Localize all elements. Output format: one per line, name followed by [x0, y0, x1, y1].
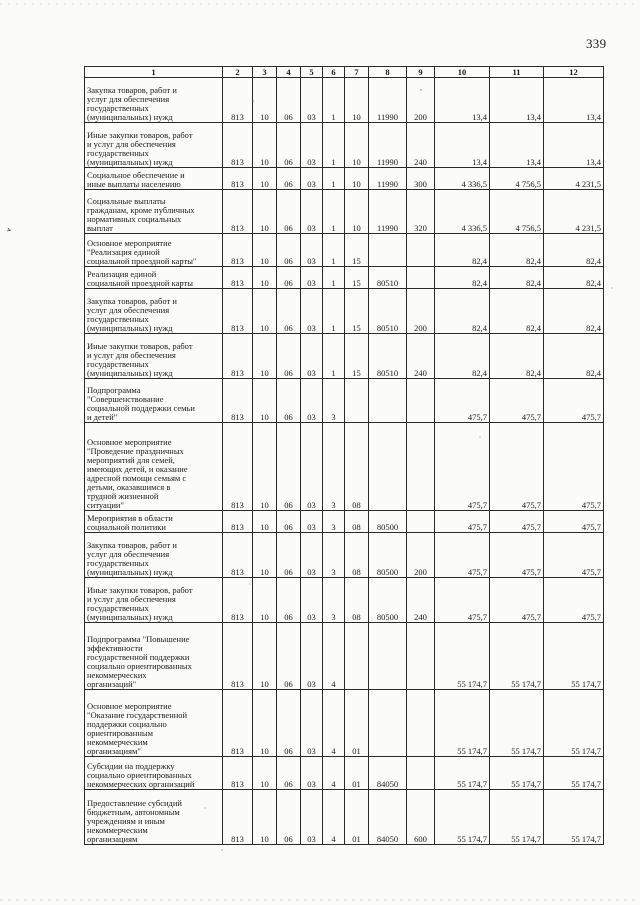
table-row — [85, 533, 604, 578]
code-cell — [369, 690, 407, 757]
code-cell: 1 — [323, 123, 345, 168]
amount-cell: 475,7 — [435, 423, 490, 511]
code-cell: 15 — [345, 289, 369, 334]
code-cell: 06 — [277, 334, 301, 379]
code-cell: 10 — [253, 267, 277, 289]
amount-cell: 13,4 — [544, 123, 604, 168]
code-cell: 1 — [323, 168, 345, 190]
amount-cell: 55 174,7 — [435, 757, 490, 790]
code-cell: 03 — [301, 267, 323, 289]
budget-table — [84, 66, 604, 845]
column-header: 8 — [369, 67, 407, 78]
amount-cell: 82,4 — [544, 334, 604, 379]
amount-cell: 13,4 — [490, 78, 544, 123]
code-cell: 06 — [277, 623, 301, 690]
column-header: 1 — [85, 67, 223, 78]
code-cell: 08 — [345, 533, 369, 578]
code-cell: 1 — [323, 289, 345, 334]
code-cell: 06 — [277, 757, 301, 790]
code-cell: 3 — [323, 423, 345, 511]
code-cell: 80500 — [369, 533, 407, 578]
code-cell: 10 — [253, 289, 277, 334]
code-cell — [407, 379, 435, 423]
row-description: Предоставление субсидий бюджетным, автономным учреждениям и иным некоммерческим организациям — [85, 790, 223, 845]
code-cell: 1 — [323, 234, 345, 267]
code-cell: 06 — [277, 168, 301, 190]
code-cell: 80510 — [369, 289, 407, 334]
code-cell: 320 — [407, 190, 435, 234]
code-cell: 240 — [407, 334, 435, 379]
code-cell: 15 — [345, 234, 369, 267]
code-cell — [407, 511, 435, 533]
row-description: Закупка товаров, работ и услуг для обеспечения государственных (муниципальных) нужд — [85, 289, 223, 334]
page-number: 339 — [586, 36, 607, 51]
code-cell: 240 — [407, 123, 435, 168]
code-cell — [407, 690, 435, 757]
row-description: Закупка товаров, работ и услуг для обеспечения государственных (муниципальных) нужд — [85, 78, 223, 123]
code-cell: 10 — [253, 334, 277, 379]
code-cell: 10 — [253, 511, 277, 533]
column-header: 6 — [323, 67, 345, 78]
column-header: 5 — [301, 67, 323, 78]
code-cell: 300 — [407, 168, 435, 190]
code-cell — [407, 423, 435, 511]
code-cell: 1 — [323, 267, 345, 289]
code-cell: 06 — [277, 78, 301, 123]
amount-cell: 475,7 — [435, 511, 490, 533]
code-cell: 813 — [223, 123, 253, 168]
code-cell: 06 — [277, 234, 301, 267]
table-row — [85, 790, 604, 845]
code-cell: 10 — [253, 623, 277, 690]
table-row — [85, 334, 604, 379]
amount-cell: 475,7 — [435, 533, 490, 578]
column-header: 11 — [490, 67, 544, 78]
code-cell: 06 — [277, 578, 301, 623]
code-cell: 1 — [323, 334, 345, 379]
code-cell: 813 — [223, 578, 253, 623]
code-cell — [407, 267, 435, 289]
code-cell: 10 — [253, 790, 277, 845]
row-description: Основное мероприятие "Реализация единой социальной проездной карты" — [85, 234, 223, 267]
code-cell: 03 — [301, 423, 323, 511]
amount-cell: 4 231,5 — [544, 168, 604, 190]
row-description: Основное мероприятие "Оказание государственной поддержки социально ориентированным некоммерческим организациям" — [85, 690, 223, 757]
code-cell: 813 — [223, 690, 253, 757]
row-description: Иные закупки товаров, работ и услуг для обеспечения государственных (муниципальных) нужд — [85, 578, 223, 623]
code-cell: 03 — [301, 533, 323, 578]
table-row — [85, 511, 604, 533]
amount-cell: 4 756,5 — [490, 168, 544, 190]
amount-cell: 13,4 — [435, 78, 490, 123]
code-cell: 06 — [277, 123, 301, 168]
code-cell: 10 — [253, 423, 277, 511]
code-cell: 03 — [301, 78, 323, 123]
row-description: Мероприятия в области социальной политики — [85, 511, 223, 533]
code-cell — [369, 379, 407, 423]
code-cell: 03 — [301, 379, 323, 423]
amount-cell: 475,7 — [544, 379, 604, 423]
table-row — [85, 379, 604, 423]
code-cell: 06 — [277, 790, 301, 845]
amount-cell: 82,4 — [490, 267, 544, 289]
amount-cell: 475,7 — [435, 578, 490, 623]
code-cell: 03 — [301, 334, 323, 379]
code-cell: 06 — [277, 190, 301, 234]
code-cell: 10 — [253, 123, 277, 168]
code-cell — [369, 623, 407, 690]
column-header: 10 — [435, 67, 490, 78]
amount-cell: 13,4 — [435, 123, 490, 168]
table-row — [85, 757, 604, 790]
table-body — [85, 78, 604, 845]
amount-cell: 55 174,7 — [490, 790, 544, 845]
code-cell: 80510 — [369, 267, 407, 289]
table-row — [85, 190, 604, 234]
amount-cell: 55 174,7 — [544, 690, 604, 757]
row-description: Подпрограмма "Совершенствование социальной поддержки семьи и детей" — [85, 379, 223, 423]
amount-cell: 475,7 — [490, 423, 544, 511]
code-cell: 03 — [301, 511, 323, 533]
code-cell: 15 — [345, 334, 369, 379]
code-cell: 08 — [345, 511, 369, 533]
row-description: Иные закупки товаров, работ и услуг для обеспечения государственных (муниципальных) нужд — [85, 123, 223, 168]
code-cell: 10 — [345, 78, 369, 123]
code-cell: 06 — [277, 267, 301, 289]
row-description: Социальные выплаты гражданам, кроме публичных нормативных социальных выплат — [85, 190, 223, 234]
code-cell: 10 — [253, 78, 277, 123]
row-description: Закупка товаров, работ и услуг для обеспечения государственных (муниципальных) нужд — [85, 533, 223, 578]
code-cell: 3 — [323, 533, 345, 578]
code-cell: 813 — [223, 168, 253, 190]
code-cell: 1 — [323, 190, 345, 234]
code-cell: 03 — [301, 168, 323, 190]
code-cell: 10 — [345, 123, 369, 168]
code-cell: 813 — [223, 423, 253, 511]
code-cell: 813 — [223, 78, 253, 123]
amount-cell: 475,7 — [544, 423, 604, 511]
amount-cell: 475,7 — [544, 578, 604, 623]
code-cell — [345, 623, 369, 690]
code-cell: 10 — [345, 168, 369, 190]
amount-cell: 55 174,7 — [435, 623, 490, 690]
code-cell: 1 — [323, 78, 345, 123]
amount-cell: 82,4 — [544, 289, 604, 334]
amount-cell: 475,7 — [490, 533, 544, 578]
amount-cell: 82,4 — [435, 234, 490, 267]
column-header: 3 — [253, 67, 277, 78]
code-cell — [407, 623, 435, 690]
code-cell: 11990 — [369, 123, 407, 168]
row-description: Подпрограмма "Повышение эффективности государственной поддержки социально ориентированных некоммерческих организаций" — [85, 623, 223, 690]
amount-cell: 4 336,5 — [435, 168, 490, 190]
amount-cell: 13,4 — [544, 78, 604, 123]
column-header: 2 — [223, 67, 253, 78]
amount-cell: 13,4 — [490, 123, 544, 168]
code-cell: 03 — [301, 289, 323, 334]
code-cell: 11990 — [369, 78, 407, 123]
amount-cell: 82,4 — [435, 334, 490, 379]
amount-cell: 55 174,7 — [544, 757, 604, 790]
code-cell: 03 — [301, 623, 323, 690]
amount-cell: 475,7 — [490, 511, 544, 533]
amount-cell: 82,4 — [435, 267, 490, 289]
amount-cell: 55 174,7 — [490, 757, 544, 790]
row-description: Реализация единой социальной проездной карты — [85, 267, 223, 289]
amount-cell: 4 336,5 — [435, 190, 490, 234]
code-cell: 3 — [323, 511, 345, 533]
code-cell: 813 — [223, 379, 253, 423]
amount-cell: 4 756,5 — [490, 190, 544, 234]
table-row — [85, 267, 604, 289]
row-description: Субсидии на поддержку социально ориентированных некоммерческих организаций — [85, 757, 223, 790]
amount-cell: 82,4 — [544, 234, 604, 267]
code-cell: 06 — [277, 511, 301, 533]
amount-cell: 82,4 — [490, 234, 544, 267]
code-cell: 10 — [253, 234, 277, 267]
code-cell: 4 — [323, 790, 345, 845]
code-cell: 600 — [407, 790, 435, 845]
code-cell: 4 — [323, 623, 345, 690]
table-row — [85, 623, 604, 690]
row-description: Социальное обеспечение и иные выплаты населению — [85, 168, 223, 190]
code-cell: 01 — [345, 790, 369, 845]
code-cell: 08 — [345, 423, 369, 511]
amount-cell: 475,7 — [435, 379, 490, 423]
code-cell: 11990 — [369, 168, 407, 190]
column-header: 7 — [345, 67, 369, 78]
code-cell: 03 — [301, 690, 323, 757]
code-cell: 80500 — [369, 578, 407, 623]
amount-cell: 82,4 — [490, 334, 544, 379]
code-cell: 200 — [407, 289, 435, 334]
code-cell: 10 — [253, 379, 277, 423]
code-cell: 4 — [323, 690, 345, 757]
amount-cell: 55 174,7 — [544, 623, 604, 690]
table-row — [85, 234, 604, 267]
code-cell: 06 — [277, 690, 301, 757]
table-header — [85, 67, 604, 78]
code-cell: 80510 — [369, 334, 407, 379]
code-cell: 10 — [253, 533, 277, 578]
amount-cell: 475,7 — [544, 511, 604, 533]
code-cell: 813 — [223, 533, 253, 578]
code-cell: 10 — [253, 168, 277, 190]
amount-cell: 55 174,7 — [544, 790, 604, 845]
code-cell: 03 — [301, 757, 323, 790]
amount-cell: 475,7 — [490, 379, 544, 423]
code-cell: 3 — [323, 578, 345, 623]
code-cell: 03 — [301, 578, 323, 623]
code-cell — [369, 234, 407, 267]
code-cell: 03 — [301, 790, 323, 845]
code-cell — [345, 379, 369, 423]
code-cell: 813 — [223, 289, 253, 334]
code-cell: 06 — [277, 533, 301, 578]
code-cell: 03 — [301, 123, 323, 168]
amount-cell: 55 174,7 — [435, 690, 490, 757]
amount-cell: 55 174,7 — [490, 623, 544, 690]
table-row — [85, 578, 604, 623]
table-row — [85, 78, 604, 123]
code-cell: 01 — [345, 757, 369, 790]
code-cell: 813 — [223, 511, 253, 533]
code-cell: 10 — [253, 578, 277, 623]
code-cell: 10 — [253, 757, 277, 790]
code-cell: 06 — [277, 289, 301, 334]
code-cell: 200 — [407, 78, 435, 123]
column-header: 9 — [407, 67, 435, 78]
code-cell — [407, 234, 435, 267]
code-cell: 200 — [407, 533, 435, 578]
code-cell: 4 — [323, 757, 345, 790]
code-cell — [369, 423, 407, 511]
code-cell: 813 — [223, 267, 253, 289]
amount-cell: 4 231,5 — [544, 190, 604, 234]
code-cell: 06 — [277, 379, 301, 423]
code-cell — [407, 757, 435, 790]
code-cell: 240 — [407, 578, 435, 623]
header-row — [85, 67, 604, 78]
code-cell: 10 — [253, 690, 277, 757]
amount-cell: 55 174,7 — [435, 790, 490, 845]
column-header: 4 — [277, 67, 301, 78]
amount-cell: 475,7 — [544, 533, 604, 578]
code-cell: 84050 — [369, 757, 407, 790]
table-row — [85, 690, 604, 757]
row-description: Иные закупки товаров, работ и услуг для обеспечения государственных (муниципальных) нужд — [85, 334, 223, 379]
table-row — [85, 168, 604, 190]
column-header: 12 — [544, 67, 604, 78]
code-cell: 3 — [323, 379, 345, 423]
amount-cell: 82,4 — [435, 289, 490, 334]
code-cell: 11990 — [369, 190, 407, 234]
code-cell: 80500 — [369, 511, 407, 533]
code-cell: 03 — [301, 190, 323, 234]
amount-cell: 475,7 — [490, 578, 544, 623]
table-row — [85, 123, 604, 168]
row-description: Основное мероприятие "Проведение праздничных мероприятий для семей, имеющих детей, и оказание адресной помощи семьям с детьми, оказавшимся в трудной жизненной ситуации" — [85, 423, 223, 511]
amount-cell: 82,4 — [490, 289, 544, 334]
code-cell: 10 — [345, 190, 369, 234]
code-cell: 84050 — [369, 790, 407, 845]
code-cell: 813 — [223, 757, 253, 790]
amount-cell: 55 174,7 — [490, 690, 544, 757]
code-cell: 03 — [301, 234, 323, 267]
code-cell: 813 — [223, 790, 253, 845]
code-cell: 10 — [253, 190, 277, 234]
code-cell: 08 — [345, 578, 369, 623]
code-cell: 813 — [223, 234, 253, 267]
code-cell: 01 — [345, 690, 369, 757]
code-cell: 813 — [223, 623, 253, 690]
code-cell: 06 — [277, 423, 301, 511]
code-cell: 813 — [223, 190, 253, 234]
amount-cell: 82,4 — [544, 267, 604, 289]
code-cell: 813 — [223, 334, 253, 379]
table-row — [85, 423, 604, 511]
table-row — [85, 289, 604, 334]
code-cell: 15 — [345, 267, 369, 289]
